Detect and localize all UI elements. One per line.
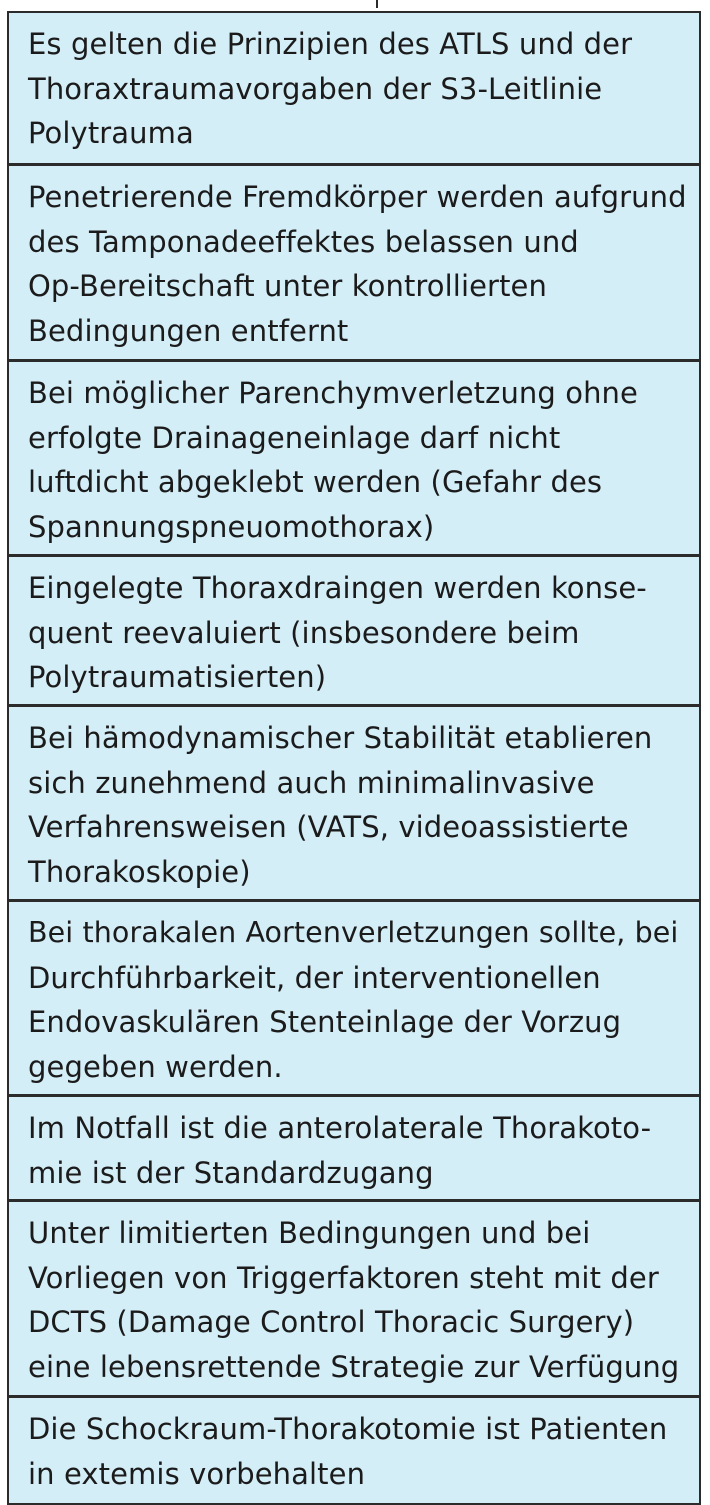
row-text-line: Eingelegte Thoraxdraingen werden konse-	[28, 571, 647, 605]
top-edge-mark	[376, 0, 378, 8]
row-text-line: Thoraxtraumavorgaben der S3-Leitlinie	[28, 71, 603, 106]
row-text-line: erfolgte Drainageneinlage darf nicht	[28, 420, 561, 455]
recommendations-table	[7, 11, 701, 1505]
table-row	[9, 1199, 699, 1395]
row-text-line: des Tamponadeeffektes belassen und	[28, 224, 579, 259]
row-text-line: quent reevaluiert (insbesondere beim	[28, 615, 580, 650]
row-text-line: Unter limitierten Bedingungen und bei	[28, 1216, 591, 1250]
row-text-line: Bedingungen entfernt	[28, 313, 349, 348]
row-text-line: Penetrierende Fremdkörper werden aufgrund	[28, 180, 687, 214]
row-text-line: Bei thorakalen Aortenverletzungen sollte, bei	[28, 916, 679, 949]
row-text-line: Spannungspneuomothorax)	[28, 509, 435, 544]
row-text-line: luftdicht abgeklebt werden (Gefahr des	[28, 465, 603, 499]
row-text-line: in extemis vorbehalten	[28, 1456, 366, 1491]
table-row	[9, 1395, 699, 1503]
row-text-line: mie ist der Standardzugang	[28, 1155, 434, 1190]
row-text-line: gegeben werden.	[28, 1049, 283, 1084]
row-text-line: Vorliegen von Triggerfaktoren steht mit der	[28, 1260, 659, 1295]
table-row	[9, 359, 699, 554]
row-text-line: Im Notfall ist die anterolaterale Thorakoto-	[28, 1111, 652, 1145]
table-row	[9, 554, 699, 704]
row-text-line: DCTS (Damage Control Thoracic Surgery)	[28, 1305, 635, 1339]
row-text-line: Durchführbarkeit, der interventionellen	[28, 960, 601, 995]
table-row	[9, 704, 699, 899]
row-text-line: Polytraumatisierten)	[28, 660, 327, 694]
table-row	[9, 163, 699, 359]
row-text-line: Thorakoskopie)	[28, 854, 251, 889]
row-text-line: Die Schockraum-Thorakotomie ist Patienten	[28, 1412, 668, 1446]
row-text-line: Verfahrensweisen (VATS, videoassistierte	[28, 810, 629, 844]
row-text-line: Op-Bereitschaft unter kontrollierten	[28, 269, 547, 303]
row-text-line: sich zunehmend auch minimalinvasive	[28, 765, 595, 800]
row-text-line: Es gelten die Prinzipien des ATLS und der	[28, 27, 633, 61]
row-text-line: Bei möglicher Parenchymverletzung ohne	[28, 376, 638, 410]
table-row	[9, 899, 699, 1094]
table-row	[9, 1094, 699, 1199]
table-row	[9, 13, 699, 163]
row-text-line: eine lebensrettende Strategie zur Verfügung	[28, 1349, 680, 1384]
row-text-line: Endovaskulären Stenteinlage der Vorzug	[28, 1005, 622, 1039]
row-text-line: Polytrauma	[28, 116, 194, 150]
row-text-line: Bei hämodynamischer Stabilität etablieren	[28, 721, 653, 755]
